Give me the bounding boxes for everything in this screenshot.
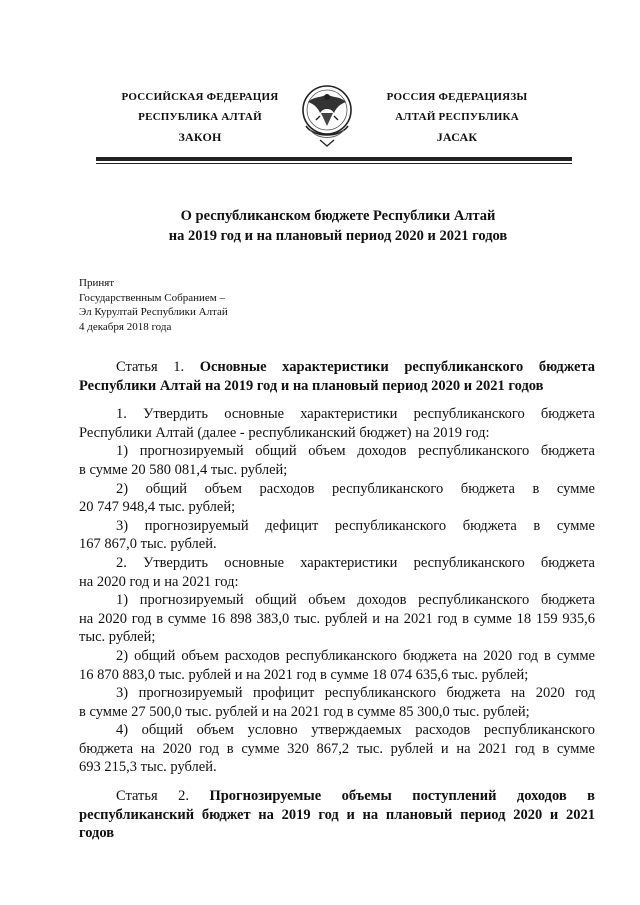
header-right-doc-type: JАСАК: [436, 130, 478, 144]
body-line: 2. Утвердить основные характеристики республиканского бюджета: [116, 554, 595, 571]
body-line: на 2020 год в сумме 16 898 383,0 тыс. рублей и на 2021 год в сумме 18 159 935,6: [79, 610, 595, 627]
adoption-line: Принят: [79, 277, 115, 289]
article-1-prefix: Статья 1.: [116, 359, 185, 375]
header-left: [110, 91, 290, 151]
body-line: 2) общий объем расходов республиканского бюджета на 2020 год в сумме: [116, 647, 595, 664]
header-left-republic: РЕСПУБЛИКА АЛТАЙ: [138, 111, 262, 123]
body-line: 2) общий объем расходов республиканского бюджета в сумме: [116, 480, 595, 497]
law-title-line: О республиканском бюджете Республики Алтай: [180, 208, 496, 224]
header-rule-thick: [96, 157, 572, 161]
body-line: тыс. рублей;: [79, 629, 156, 646]
body-line: 1) прогнозируемый общий объем доходов республиканского бюджета: [116, 592, 595, 609]
article-1-title: Основные характеристики республиканского бюджета: [199, 359, 595, 375]
article-1-title-cont: Республики Алтай на 2019 год и на плановый период 2020 и 2021 годов: [79, 377, 544, 394]
header-left-country: РОССИЙСКАЯ ФЕДЕРАЦИЯ: [121, 91, 279, 103]
article-1-heading: [79, 358, 595, 377]
body-line: 1) прогнозируемый общий объем доходов республиканского бюджета: [116, 443, 595, 460]
adoption-date: 4 декабря 2018 года: [79, 320, 172, 333]
body-line: в сумме 27 500,0 тыс. рублей и на 2021 год в сумме 85 300,0 тыс. рублей;: [79, 703, 530, 720]
header-right-country: РОССИЯ ФЕДЕРАЦИЯЗЫ: [386, 91, 528, 103]
article-2-prefix: Статья 2.: [116, 788, 189, 805]
article-2-title-end: годов: [79, 825, 115, 842]
article-2-title-cont: республиканский бюджет на 2019 год и на плановый период 2020 и 2021: [79, 806, 595, 823]
adoption-block: [79, 276, 228, 334]
coat-of-arms-icon: [300, 80, 354, 150]
body-line: 3) прогнозируемый профицит республиканского бюджета на 2020 год: [116, 685, 595, 702]
body-line: Республики Алтай (далее - республиканский бюджет) на 2019 год:: [79, 424, 490, 441]
body-line: 1. Утвердить основные характеристики республиканского бюджета: [116, 406, 595, 423]
body-line: 3) прогнозируемый дефицит республиканского бюджета в сумме: [116, 517, 595, 534]
body-line: 16 870 883,0 тыс. рублей и на 2021 год в сумме 18 074 635,6 тыс. рублей;: [79, 666, 529, 683]
body-line: на 2020 год и на 2021 год:: [79, 573, 239, 590]
header-rule-thin: [96, 163, 572, 164]
adoption-line: Эл Курултай Республики Алтай: [79, 306, 228, 318]
header-right: [357, 91, 557, 151]
law-title-line: на 2019 год и на плановый период 2020 и 2021 годов: [168, 228, 508, 244]
body-line: 4) общий объем условно утверждаемых расходов республиканского: [116, 722, 595, 739]
body-line: 167 867,0 тыс. рублей.: [79, 536, 217, 553]
article-2-heading: [79, 787, 595, 806]
header-left-doc-type: ЗАКОН: [178, 130, 222, 144]
body-line: в сумме 20 580 081,4 тыс. рублей;: [79, 461, 288, 478]
article-2-title: Прогнозируемые объемы поступлений доходов в: [209, 788, 595, 805]
adoption-line: Государственным Собранием –: [79, 291, 225, 304]
law-title: [80, 206, 596, 246]
body-line: 693 215,3 тыс. рублей.: [79, 759, 217, 776]
law-body: [79, 358, 595, 843]
body-line: 20 747 948,4 тыс. рублей;: [79, 499, 236, 516]
header-right-republic: АЛТАЙ РЕСПУБЛИКА: [395, 111, 519, 123]
body-line: бюджета на 2020 год в сумме 320 867,2 тыс. рублей и на 2021 год в сумме: [79, 740, 595, 757]
